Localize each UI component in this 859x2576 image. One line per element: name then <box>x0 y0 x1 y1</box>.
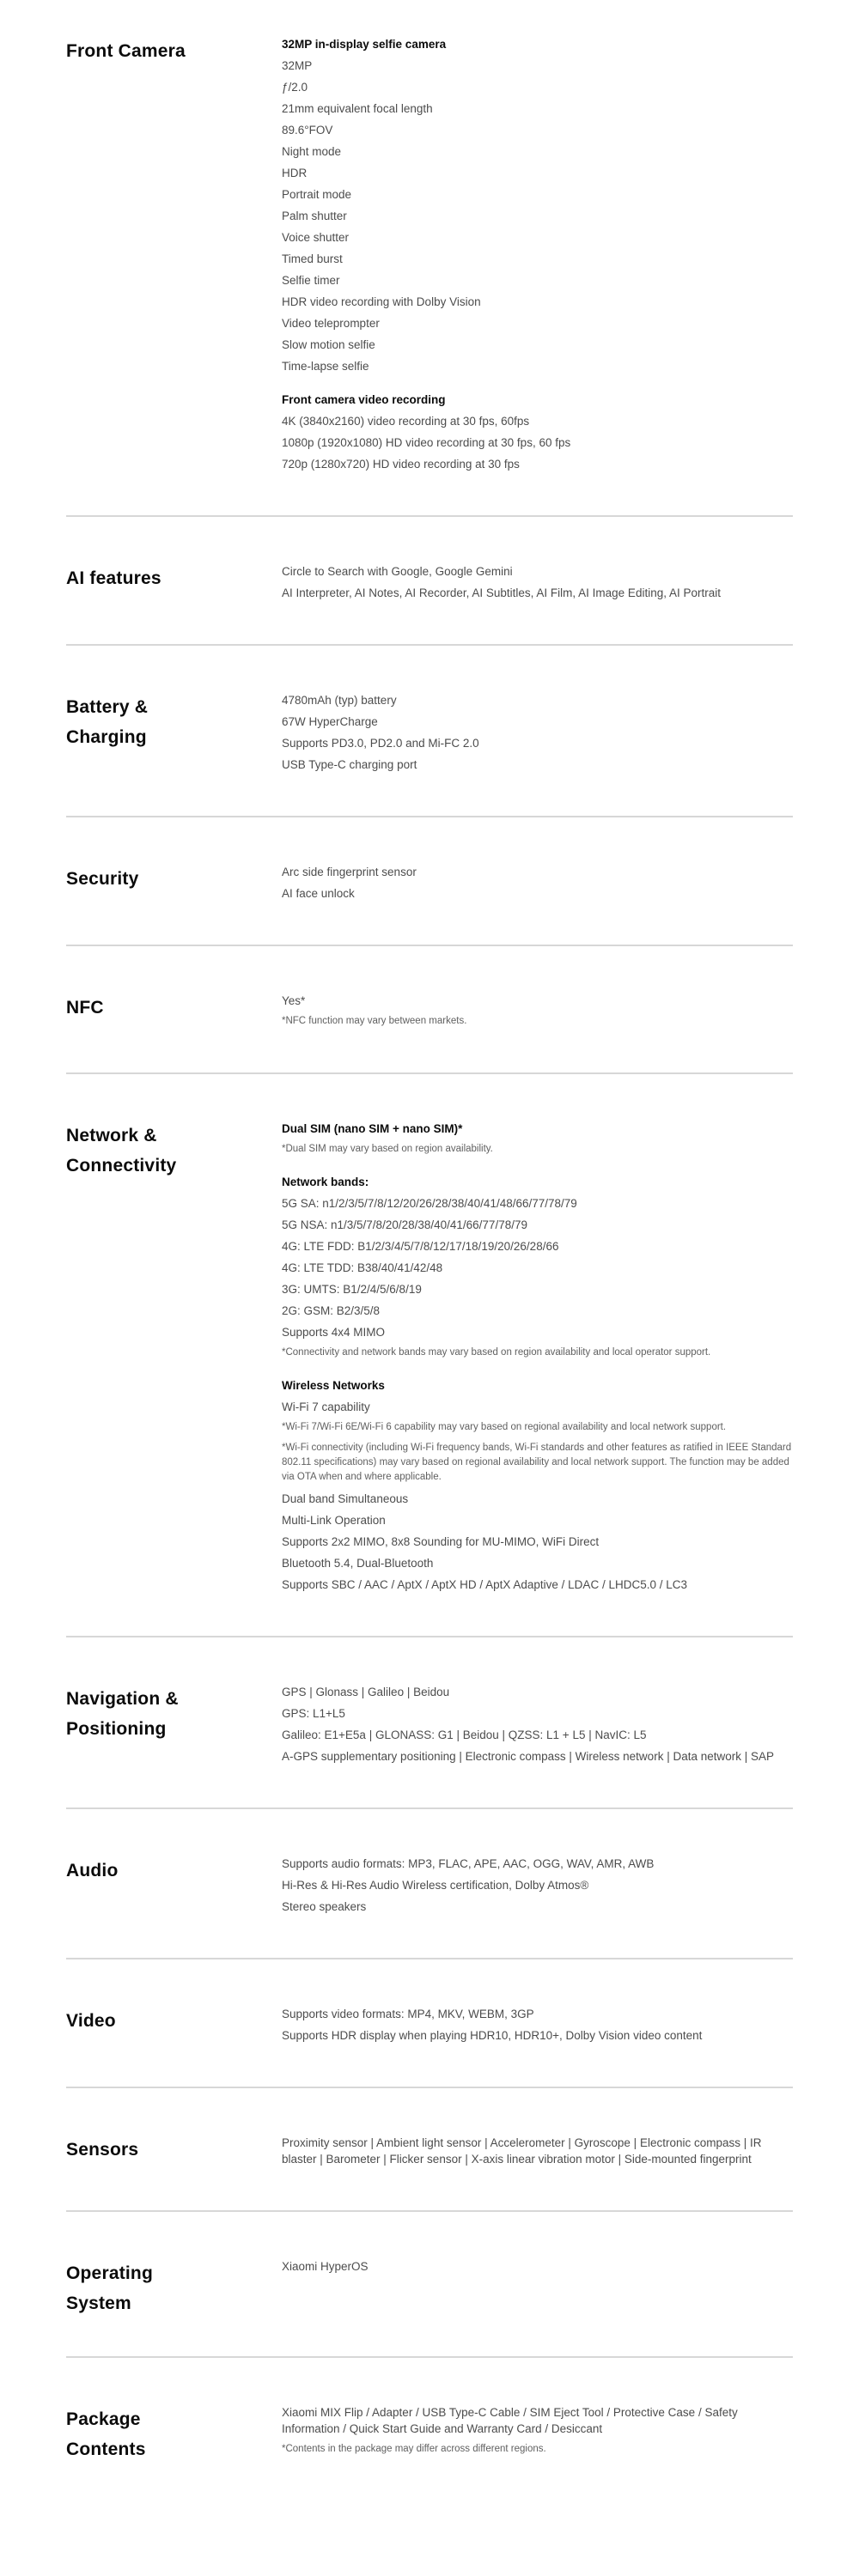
section-title-line: Front Camera <box>66 41 186 61</box>
spec-line: 720p (1280x720) HD video recording at 30 fps <box>282 458 520 471</box>
spec-line: Xiaomi MIX Flip / Adapter / USB Type-C Cable / SIM Eject Tool / Protective Case / Safety Information / Quick Start Guide and Warranty Card / Desiccant <box>282 2406 738 2435</box>
section-content-video <box>282 2006 793 2049</box>
spec-note: *Wi-Fi 7/Wi-Fi 6E/Wi-Fi 6 capability may vary based on regional availability and local network support. <box>282 1422 727 1432</box>
spec-line: GPS | Glonass | Galileo | Beidou <box>282 1686 450 1698</box>
spec-line: Multi-Link Operation <box>282 1514 386 1527</box>
spec-line: HDR video recording with Dolby Vision <box>282 295 481 308</box>
section-title-video <box>66 2006 282 2049</box>
spec-line: Arc side fingerprint sensor <box>282 866 417 878</box>
spec-line: Time-lapse selfie <box>282 360 369 373</box>
section-title-line: Network & <box>66 1126 157 1145</box>
spec-line: Yes* <box>282 994 306 1007</box>
spec-line: Bluetooth 5.4, Dual-Bluetooth <box>282 1557 434 1570</box>
spec-line: 4G: LTE TDD: B38/40/41/42/48 <box>282 1261 443 1274</box>
spec-line: Galileo: E1+E5a | GLONASS: G1 | Beidou | QZSS: L1 + L5 | NavIC: L5 <box>282 1728 647 1741</box>
spec-section-audio <box>66 1809 793 1958</box>
section-content-battery-charging <box>282 692 793 778</box>
spec-line: Stereo speakers <box>282 1900 367 1913</box>
section-title-nfc <box>66 993 282 1035</box>
section-title-security <box>66 864 282 907</box>
spec-line: 4780mAh (typ) battery <box>282 694 397 707</box>
spec-note: *NFC function may vary between markets. <box>282 1016 467 1026</box>
spec-line: Dual band Simultaneous <box>282 1492 409 1505</box>
section-content-navigation-positioning <box>282 1684 793 1770</box>
spec-note: *Contents in the package may differ across different regions. <box>282 2444 546 2454</box>
spec-line: Supports 4x4 MIMO <box>282 1326 386 1339</box>
spec-line: Supports PD3.0, PD2.0 and Mi-FC 2.0 <box>282 737 479 750</box>
spec-line: Palm shutter <box>282 210 347 222</box>
section-title-line: Security <box>66 869 139 889</box>
section-content-nfc <box>282 993 793 1035</box>
spec-line: AI Interpreter, AI Notes, AI Recorder, AI Subtitles, AI Film, AI Image Editing, AI Portrait <box>282 586 721 599</box>
spec-line: 5G SA: n1/2/3/5/7/8/12/20/26/28/38/40/41/48/66/77/78/79 <box>282 1197 577 1210</box>
spec-line: 4K (3840x2160) video recording at 30 fps, 60fps <box>282 415 530 428</box>
spec-line: USB Type-C charging port <box>282 758 417 771</box>
spec-line: Xiaomi HyperOS <box>282 2260 369 2273</box>
spec-line: 89.6°FOV <box>282 124 333 137</box>
section-content-security <box>282 864 793 907</box>
spec-note: *Dual SIM may vary based on region availability. <box>282 1144 493 1154</box>
spec-note: *Connectivity and network bands may vary based on region availability and local operator support. <box>282 1347 711 1358</box>
spec-line: Voice shutter <box>282 231 350 244</box>
spec-line: 2G: GSM: B2/3/5/8 <box>282 1304 381 1317</box>
section-title-line: NFC <box>66 998 104 1018</box>
section-content-sensors <box>282 2135 793 2172</box>
spec-line: ƒ/2.0 <box>282 81 308 94</box>
spec-line: Supports 2x2 MIMO, 8x8 Sounding for MU-MIMO, WiFi Direct <box>282 1535 600 1548</box>
spec-section-video <box>66 1959 793 2087</box>
section-content-front-camera <box>282 36 793 477</box>
spec-line: Timed burst <box>282 252 343 265</box>
section-title-navigation-positioning <box>66 1684 282 1770</box>
spec-section-navigation-positioning <box>66 1637 793 1807</box>
section-title-package-contents <box>66 2404 282 2464</box>
section-content-package-contents <box>282 2404 793 2464</box>
section-title-line: Navigation & <box>66 1689 179 1709</box>
spec-line: HDR <box>282 167 308 179</box>
spec-section-sensors <box>66 2088 793 2210</box>
section-title-line: Connectivity <box>66 1156 177 1176</box>
section-title-line: Package <box>66 2409 141 2429</box>
section-title-ai-features <box>66 563 282 606</box>
section-title-network-connectivity <box>66 1121 282 1598</box>
section-title-line: Charging <box>66 727 147 747</box>
spec-section-battery-charging <box>66 646 793 816</box>
spec-line: GPS: L1+L5 <box>282 1707 345 1720</box>
spec-line: Circle to Search with Google, Google Gemini <box>282 565 513 578</box>
spec-section-security <box>66 817 793 945</box>
spec-line: Hi-Res & Hi-Res Audio Wireless certification, Dolby Atmos® <box>282 1879 589 1892</box>
spec-line: Video teleprompter <box>282 317 380 330</box>
spec-line: 1080p (1920x1080) HD video recording at 30 fps, 60 fps <box>282 436 571 449</box>
spec-line: Supports video formats: MP4, MKV, WEBM, 3GP <box>282 2008 534 2020</box>
spec-line: 5G NSA: n1/3/5/7/8/20/28/38/40/41/66/77/78/79 <box>282 1218 527 1231</box>
section-title-line: Sensors <box>66 2140 139 2160</box>
section-content-audio <box>282 1856 793 1920</box>
spec-subtitle: Wireless Networks <box>282 1379 385 1392</box>
section-title-line: Operating <box>66 2263 153 2283</box>
spec-line: Supports SBC / AAC / AptX / AptX HD / AptX Adaptive / LDAC / LHDC5.0 / LC3 <box>282 1578 687 1591</box>
spec-subtitle: Front camera video recording <box>282 393 446 406</box>
spec-subtitle: Network bands: <box>282 1176 369 1188</box>
section-title-line: System <box>66 2293 131 2313</box>
section-title-line: Audio <box>66 1861 119 1880</box>
spec-line: AI face unlock <box>282 887 355 900</box>
spec-section-ai-features <box>66 517 793 644</box>
spec-line: Portrait mode <box>282 188 352 201</box>
section-title-line: Video <box>66 2011 116 2031</box>
spec-section-front-camera <box>66 0 793 515</box>
spec-line: 21mm equivalent focal length <box>282 102 433 115</box>
spec-line: 32MP <box>282 59 313 72</box>
section-title-sensors <box>66 2135 282 2172</box>
section-content-network-connectivity <box>282 1121 793 1598</box>
section-title-front-camera <box>66 36 282 477</box>
spec-line: Night mode <box>282 145 342 158</box>
spec-section-operating-system <box>66 2212 793 2356</box>
section-content-operating-system <box>282 2258 793 2318</box>
spec-line: Selfie timer <box>282 274 340 287</box>
spec-subtitle: Dual SIM (nano SIM + nano SIM)* <box>282 1122 463 1135</box>
spec-line: Proximity sensor | Ambient light sensor | Accelerometer | Gyroscope | Electronic compass | IR blaster | Barometer | Flicker sensor | X-axis linear vibration motor | Side-mounted fingerprint <box>282 2136 762 2166</box>
spec-line: A-GPS supplementary positioning | Electronic compass | Wireless network | Data network | SAP <box>282 1750 775 1763</box>
section-title-audio <box>66 1856 282 1920</box>
spec-section-package-contents <box>66 2358 793 2502</box>
spec-line: Slow motion selfie <box>282 338 375 351</box>
section-title-line: Positioning <box>66 1719 167 1739</box>
spec-line: Wi-Fi 7 capability <box>282 1400 370 1413</box>
section-title-line: AI features <box>66 568 161 588</box>
spec-line: 67W HyperCharge <box>282 715 378 728</box>
spec-line: 3G: UMTS: B1/2/4/5/6/8/19 <box>282 1283 422 1296</box>
section-content-ai-features <box>282 563 793 606</box>
spec-note: *Wi-Fi connectivity (including Wi-Fi frequency bands, Wi-Fi standards and other features as ratified in IEEE Standard 802.11 specifications) may vary based on regional availability and local network support. The function may be added via OTA when and where applicable. <box>282 1443 792 1482</box>
spec-subtitle: 32MP in-display selfie camera <box>282 38 447 51</box>
section-title-line: Contents <box>66 2439 146 2459</box>
section-title-battery-charging <box>66 692 282 778</box>
spec-section-network-connectivity <box>66 1074 793 1636</box>
spec-line: 4G: LTE FDD: B1/2/3/4/5/7/8/12/17/18/19/20/26/28/66 <box>282 1240 559 1253</box>
section-title-line: Battery & <box>66 697 149 717</box>
section-title-operating-system <box>66 2258 282 2318</box>
spec-line: Supports HDR display when playing HDR10, HDR10+, Dolby Vision video content <box>282 2029 703 2042</box>
spec-line: Supports audio formats: MP3, FLAC, APE, AAC, OGG, WAV, AMR, AWB <box>282 1857 655 1870</box>
spec-section-nfc <box>66 946 793 1072</box>
